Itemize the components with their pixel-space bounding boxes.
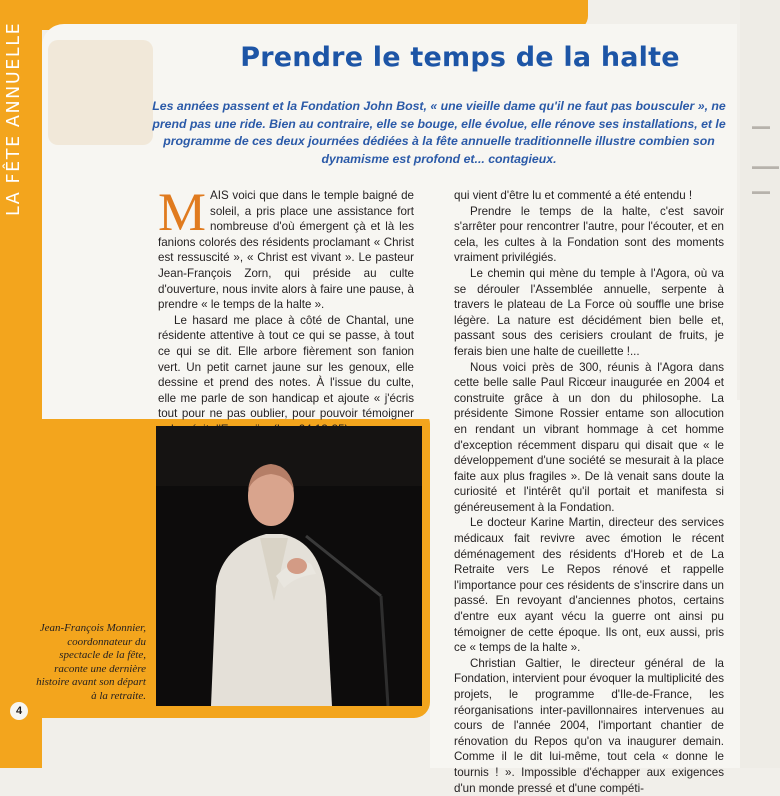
faded-corner-image — [48, 40, 153, 145]
article-column-left — [158, 182, 414, 438]
section-vertical-title: LA FÊTE ANNUELLE — [4, 21, 24, 216]
photo-caption: Jean-François Monnier, coordonnateur du spectacle de la fête, raconte une dernière histoire avant son départ à la retraite. — [36, 622, 146, 702]
paragraph — [158, 182, 414, 313]
speaker-photo — [156, 426, 422, 706]
bleed-through-text: ▬▬ — [752, 121, 770, 131]
next-page-edge — [740, 0, 780, 768]
bleed-through-text: ▬▬▬ — [752, 161, 779, 171]
paragraph: Le hasard me place à côté de Chantal, une résidente attentive à tout ce qui se passe, à tout ce qui se dit. Elle arbore fièrement son fanion vert. Un petit carnet jaune sur les genoux, elle dessine et prend des notes. À l'issue du culte, elle me parle de son handicap et ajoute « j'écris tout pour ne pas oublier, pour pouvoir témoigner — [158, 313, 414, 421]
article-column-right — [454, 188, 724, 796]
page-number: 4 — [10, 702, 28, 720]
drop-cap: M — [158, 182, 207, 242]
speaker-illustration — [156, 426, 422, 706]
paragraph: Le chemin qui mène du temple à l'Agora, où va se dérouler l'Assemblée annuelle, serpente à travers le plateau de La Force où souffle une brise légère. La nature est décidément bien belle et, passant sous des cerisiers croulant de fruits, je ferais bien une halte de cueillette !... — [454, 266, 724, 358]
paragraph: qui vient d'être lu et commenté a été entendu ! — [454, 189, 693, 202]
paragraph: Nous voici près de 300, réunis à l'Agora dans cette belle salle Paul Ricœur inaugurée en 2004 et construite grâce à un don du philosophe. La présidente Simone Rossier entame son allocution en rendant un vibrant hommage à cet homme d'exception récemment disparu qui disait que « le développement d'une société se mesurait à la place faite aux plus fragiles ». De là venait sans doute la curiosité et l'intérêt qu'il portait et manifesta si généreusement à la Fondation. — [454, 360, 724, 514]
paragraph-text: AIS voici que dans le temple baigné de soleil, a pris place une assistance fort nombreuse d'où émergent çà et là les fanions colorés des résidents proclamant « Christ est ressuscité », « Christ est vivant ». Le pasteur Jean-François Zorn, qui préside au culte d'ouverture, nous invite alors à faire une pause, à prendre « le temps de la halte ». — [158, 189, 414, 312]
article-intro: Les années passent et la Fondation John Bost, « une vieille dame qu'il ne faut pas bousculer », ne prend pas une ride. Bien au contraire, elle se bouge, elle évolue, elle rénove ses installations, et le programme de ces deux journées dédiées à la fête annuelle traditionnelle illustre combien son dynamisme est profond et... contagieux. — [152, 99, 726, 166]
bleed-through-text: ▬▬ — [752, 186, 770, 196]
paragraph: Prendre le temps de la halte, c'est savoir s'arrêter pour rencontrer l'autre, pour l'écouter, et en cela, les cultes à la Fondation sont des moments vraiment privilégiés. — [454, 204, 724, 265]
paragraph: Christian Galtier, le directeur général de la Fondation, intervient pour évoquer la multiplicité des projets, le programme d'Ile-de-France, les réorganisations inter-pavillonnaires intervenues au cours de l'année 2004, l'important chantier de rénovation du Repos qu'on va inaugurer demain. Comme il le dit lui-même, tout cela « donne le tournis ! ». Impossible d'échapper aux exigences d'un monde pressé et d'une compéti- — [454, 656, 724, 795]
paragraph: Le docteur Karine Martin, directeur des services médicaux fait revivre avec émotion le récent déménagement des résidents d'Horeb et de La Retraite vers Le Repos rénové et rappelle l'importance pour ces résidents de s'inscrire dans un passé. En revoyant d'anciennes photos, certains d'entre eux ayant vécu la guerre ont ainsi pu témoigner de cette époque. Ils ont, eux aussi, pris ce « temps de la halte ». — [454, 516, 724, 655]
article-title: Prendre le temps de la halte — [240, 42, 680, 73]
